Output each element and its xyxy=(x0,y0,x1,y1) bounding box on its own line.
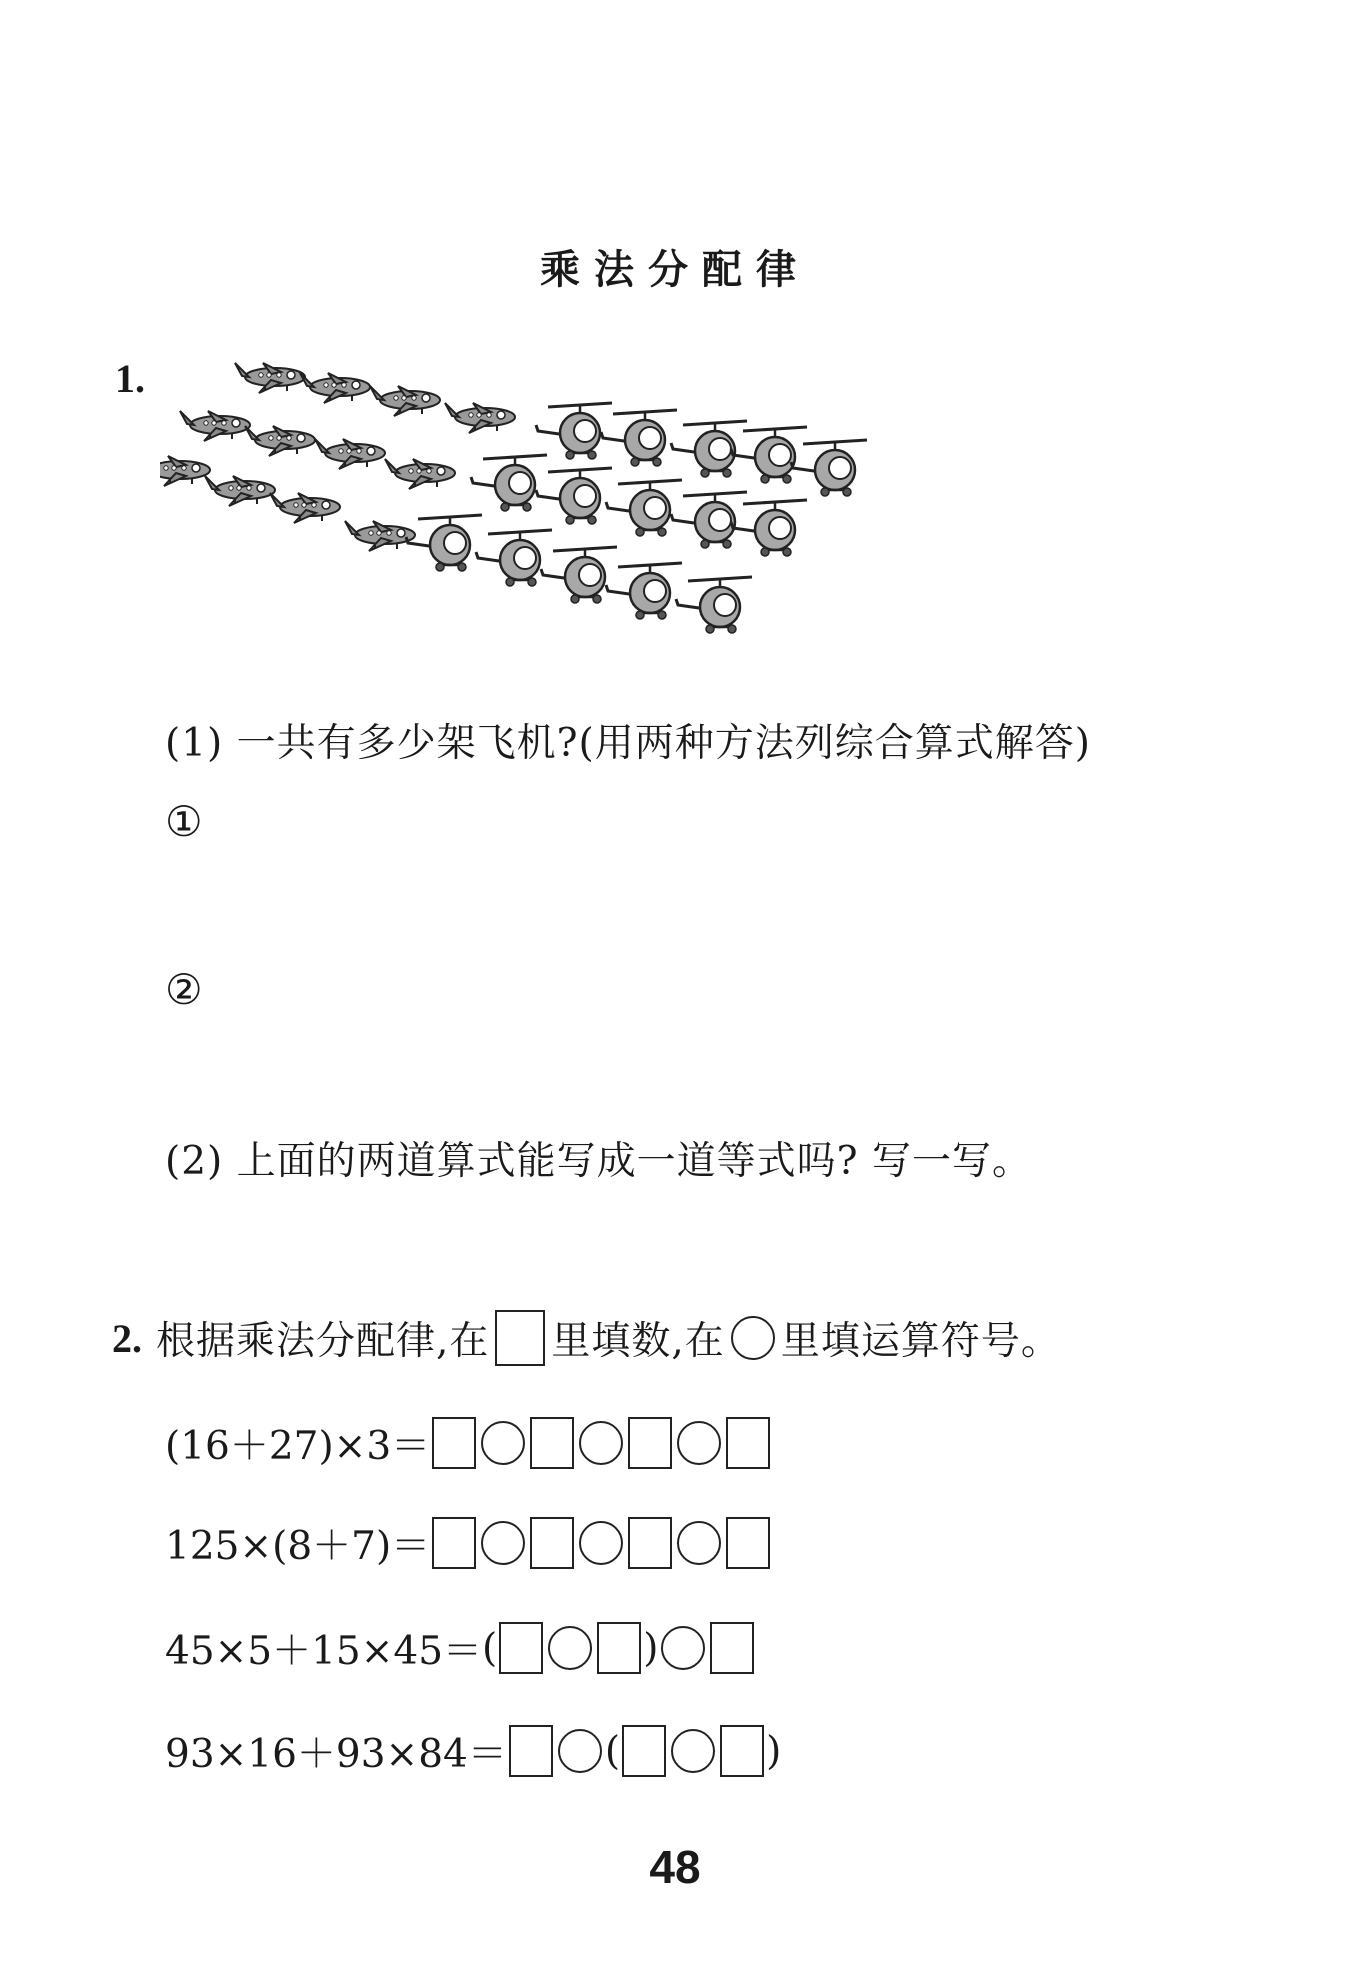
helicopter-icon xyxy=(541,547,617,603)
equation-3-expression: 45×5＋15×45＝ xyxy=(165,1629,483,1674)
airplane-icon xyxy=(270,493,340,523)
helicopter-icon xyxy=(406,515,482,571)
helicopter-icon xyxy=(606,563,682,619)
blank-box[interactable] xyxy=(597,1622,641,1674)
page-number: 48 xyxy=(649,1841,701,1893)
airplane-icon xyxy=(345,521,415,551)
question-2-instruction xyxy=(112,1310,1061,1366)
blank-box[interactable] xyxy=(726,1517,770,1569)
answer-mark-2: ② xyxy=(165,965,203,1014)
airplane-icon xyxy=(300,373,370,403)
airplane-icon xyxy=(180,411,250,441)
airplane-icon xyxy=(205,476,275,506)
airplane-icon xyxy=(445,403,515,433)
operator-circle[interactable] xyxy=(677,1521,721,1565)
airplane-icon xyxy=(160,456,210,486)
helicopter-icon xyxy=(601,410,677,466)
equation-4-expression: 93×16＋93×84＝ xyxy=(165,1732,507,1777)
helicopter-group xyxy=(406,403,867,633)
helicopter-icon xyxy=(676,577,752,633)
airplane-group xyxy=(160,363,515,551)
operator-circle[interactable] xyxy=(481,1421,525,1465)
answer-mark-1: ① xyxy=(165,797,203,846)
operator-circle[interactable] xyxy=(481,1521,525,1565)
aircraft-illustration xyxy=(160,345,920,665)
open-paren: ( xyxy=(604,1728,621,1774)
equation-2 xyxy=(165,1515,772,1571)
helicopter-icon xyxy=(671,421,747,477)
equation-2-expression: 125×(8＋7)＝ xyxy=(165,1524,431,1569)
operator-circle[interactable] xyxy=(661,1626,705,1670)
blank-box[interactable] xyxy=(726,1417,770,1469)
helicopter-icon xyxy=(791,440,867,496)
helicopter-icon xyxy=(471,455,547,511)
question-1-number: 1. xyxy=(115,356,145,401)
blank-box[interactable] xyxy=(530,1517,574,1569)
open-paren: ( xyxy=(482,1625,498,1671)
close-paren: ) xyxy=(643,1625,659,1671)
equation-4 xyxy=(165,1723,781,1779)
operator-circle[interactable] xyxy=(548,1626,592,1670)
operator-circle[interactable] xyxy=(579,1421,623,1465)
helicopter-icon xyxy=(606,480,682,536)
helicopter-icon xyxy=(731,500,807,556)
airplane-icon xyxy=(235,363,305,393)
helicopter-icon xyxy=(536,468,612,524)
question-1-part-2: (2) 上面的两道算式能写成一道等式吗? 写一写。 xyxy=(165,1139,1032,1184)
helicopter-icon xyxy=(476,530,552,586)
blank-box[interactable] xyxy=(628,1417,672,1469)
page-title: 乘法分配律 xyxy=(540,247,810,293)
close-paren: ) xyxy=(766,1728,782,1774)
airplane-icon xyxy=(315,439,385,469)
operator-circle[interactable] xyxy=(677,1421,721,1465)
question-2-number: 2. xyxy=(112,1315,142,1361)
airplane-icon xyxy=(370,386,440,416)
operator-circle[interactable] xyxy=(671,1729,715,1773)
blank-box[interactable] xyxy=(628,1517,672,1569)
operator-circle[interactable] xyxy=(579,1521,623,1565)
helicopter-icon xyxy=(536,403,612,459)
instruction-part-c: 里填运算符号。 xyxy=(780,1319,1061,1364)
airplane-icon xyxy=(245,426,315,456)
helicopter-icon xyxy=(731,427,807,483)
question-1-part-1: (1) 一共有多少架飞机?(用两种方法列综合算式解答) xyxy=(165,721,1091,766)
airplane-icon xyxy=(385,459,455,489)
helicopter-icon xyxy=(671,492,747,548)
equation-3 xyxy=(165,1620,756,1676)
blank-box[interactable] xyxy=(622,1725,666,1777)
answer-circle-sample xyxy=(731,1316,775,1360)
equation-1-expression: (16＋27)×3＝ xyxy=(165,1424,431,1469)
instruction-part-b: 里填数,在 xyxy=(551,1319,725,1364)
blank-box[interactable] xyxy=(432,1417,476,1469)
blank-box[interactable] xyxy=(432,1517,476,1569)
instruction-part-a: 根据乘法分配律,在 xyxy=(156,1319,490,1364)
blank-box[interactable] xyxy=(720,1725,764,1777)
blank-box[interactable] xyxy=(530,1417,574,1469)
answer-box-sample xyxy=(495,1310,545,1366)
blank-box[interactable] xyxy=(710,1622,754,1674)
blank-box[interactable] xyxy=(509,1725,553,1777)
operator-circle[interactable] xyxy=(558,1729,602,1773)
blank-box[interactable] xyxy=(499,1622,543,1674)
equation-1 xyxy=(165,1415,772,1471)
